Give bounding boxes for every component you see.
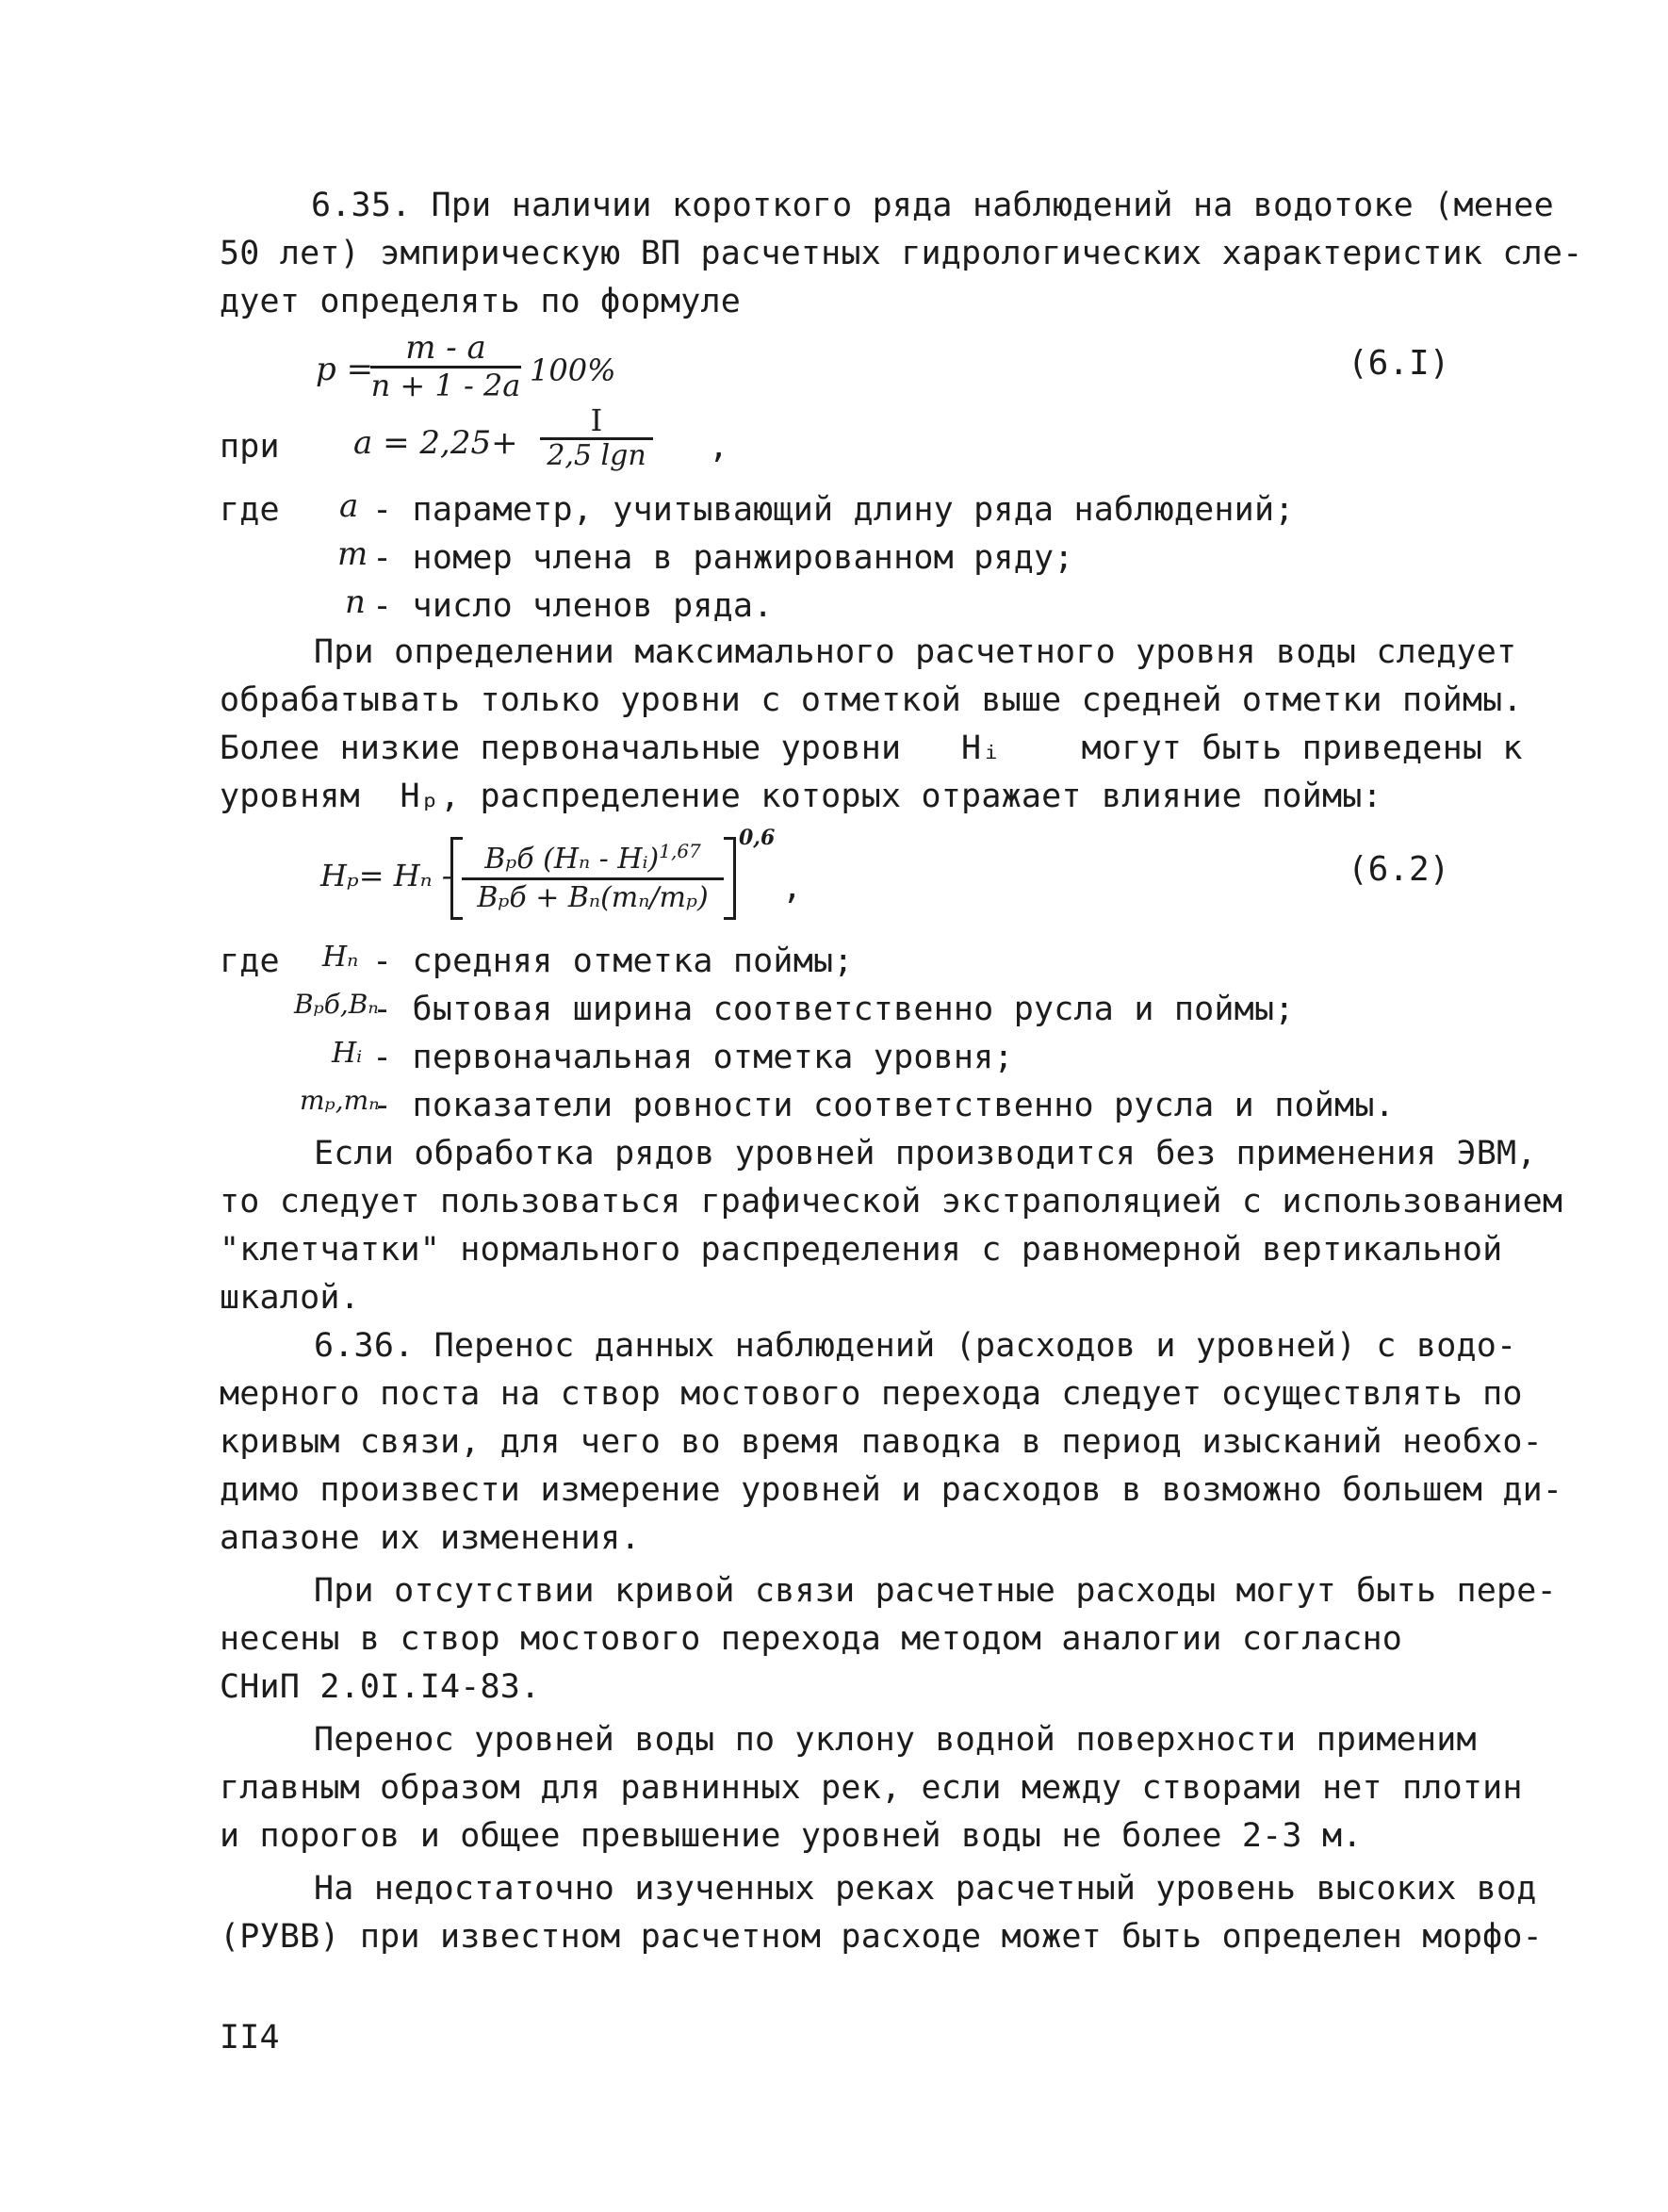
right-bracket bbox=[724, 837, 736, 920]
def-text: - показатели ровности соответственно русла и поймы. bbox=[372, 1087, 1395, 1124]
text-line: то следует пользоваться графической экстраполяцией с использованием bbox=[220, 1183, 1563, 1221]
eq-a-denominator: 2,5 lgn bbox=[547, 439, 646, 472]
text-line: Если обработка рядов уровней производится без применения ЭВМ, bbox=[314, 1135, 1537, 1172]
page-number: II4 bbox=[220, 2019, 280, 2056]
eq62-outer-exponent: 0,6 bbox=[739, 826, 776, 850]
text-line: (РУВВ) при известном расчетном расходе может быть определен морфо- bbox=[220, 1918, 1543, 1956]
eq61-lhs: p = bbox=[316, 351, 374, 388]
text-line: уровням Hₚ, распределение которых отражает влияние поймы: bbox=[220, 778, 1382, 815]
def-symbol: Hₙ bbox=[322, 941, 359, 974]
eq-a-prefix: при bbox=[220, 428, 280, 466]
text-line: СНиП 2.0I.I4-83. bbox=[220, 1668, 541, 1706]
def-text: - бытовая ширина соответственно русла и поймы; bbox=[372, 991, 1295, 1028]
text-line: 6.35. При наличии короткого ряда наблюдений на водотоке (менее bbox=[311, 187, 1554, 224]
where-label: где bbox=[220, 491, 280, 529]
def-symbol: n bbox=[345, 583, 366, 621]
eq61-denominator: n + 1 - 2a bbox=[370, 368, 521, 403]
eq-a-fraction bbox=[540, 403, 653, 472]
eq61-factor: 100% bbox=[530, 352, 616, 388]
eq62-suffix: , bbox=[782, 869, 803, 907]
text-line: кривым связи, для чего во время паводка в период изысканий необхо- bbox=[220, 1423, 1543, 1461]
eq62-denominator: Bₚб + Bₙ(mₙ/mₚ) bbox=[477, 881, 709, 914]
where-label: где bbox=[220, 942, 280, 980]
text-line: и порогов и общее превышение уровней воды не более 2-3 м. bbox=[220, 1817, 1363, 1855]
def-symbol: mₚ,mₙ bbox=[300, 1085, 380, 1116]
def-symbol: Bₚб,Bₙ bbox=[294, 989, 379, 1020]
def-text: - первоначальная отметка уровня; bbox=[372, 1039, 1014, 1076]
text-line: мерного поста на створ мостового перехода следует осуществлять по bbox=[220, 1375, 1523, 1413]
text-line: Более низкие первоначальные уровни Hᵢ могут быть приведены к bbox=[220, 729, 1523, 767]
text-line: димо произвести измерение уровней и расходов в возможно большем ди- bbox=[220, 1471, 1563, 1509]
eq61-numerator: m - a bbox=[405, 329, 486, 367]
def-text: - число членов ряда. bbox=[372, 587, 774, 625]
eq62-numerator: Bₚб (Hₙ - Hᵢ)$^{1,67}$ bbox=[484, 840, 701, 876]
text-line: апазоне их изменения. bbox=[220, 1519, 641, 1557]
text-line: дует определять по формуле bbox=[220, 283, 742, 320]
text-line: При отсутствии кривой связи расчетные расходы могут быть пере- bbox=[314, 1572, 1557, 1610]
text-line: "клетчатки" нормального распределения с равномерной вертикальной bbox=[220, 1231, 1503, 1269]
text-line: главным образом для равнинных рек, если между створами нет плотин bbox=[220, 1769, 1523, 1807]
text-line: несены в створ мостового перехода методом аналогии согласно bbox=[220, 1620, 1403, 1658]
text-line: обрабатывать только уровни с отметкой выше средней отметки поймы. bbox=[220, 681, 1523, 719]
def-text: - параметр, учитывающий длину ряда наблюдений; bbox=[372, 491, 1295, 529]
def-symbol: Hᵢ bbox=[332, 1037, 363, 1070]
eq61-fraction bbox=[370, 330, 521, 402]
text-line: Перенос уровней воды по уклону водной поверхности применим bbox=[314, 1721, 1477, 1759]
text-line: На недостаточно изученных реках расчетный уровень высоких вод bbox=[314, 1870, 1537, 1908]
eq-a-lhs: a = 2,25+ bbox=[353, 424, 518, 462]
def-text: - средняя отметка поймы; bbox=[372, 942, 854, 980]
equation-number: (6.I) bbox=[1348, 344, 1450, 383]
text-line: шкалой. bbox=[220, 1279, 360, 1317]
def-text: - номер члена в ранжированном ряду; bbox=[372, 539, 1074, 577]
text-line: 6.36. Перенос данных наблюдений (расходов и уровней) с водо- bbox=[314, 1327, 1517, 1365]
eq-a-suffix: , bbox=[709, 428, 729, 466]
text-line: При определении максимального расчетного уровня воды следует bbox=[314, 633, 1517, 671]
def-symbol: m bbox=[337, 535, 368, 573]
eq62-fraction bbox=[462, 833, 724, 916]
def-symbol: a bbox=[339, 487, 359, 525]
text-line: 50 лет) эмпирическую ВП расчетных гидрологических характеристик сле- bbox=[220, 235, 1583, 272]
eq62-lhs: Hₚ= Hₙ - bbox=[320, 858, 452, 893]
eq-a-numerator: I bbox=[590, 402, 603, 438]
equation-number: (6.2) bbox=[1348, 850, 1450, 889]
